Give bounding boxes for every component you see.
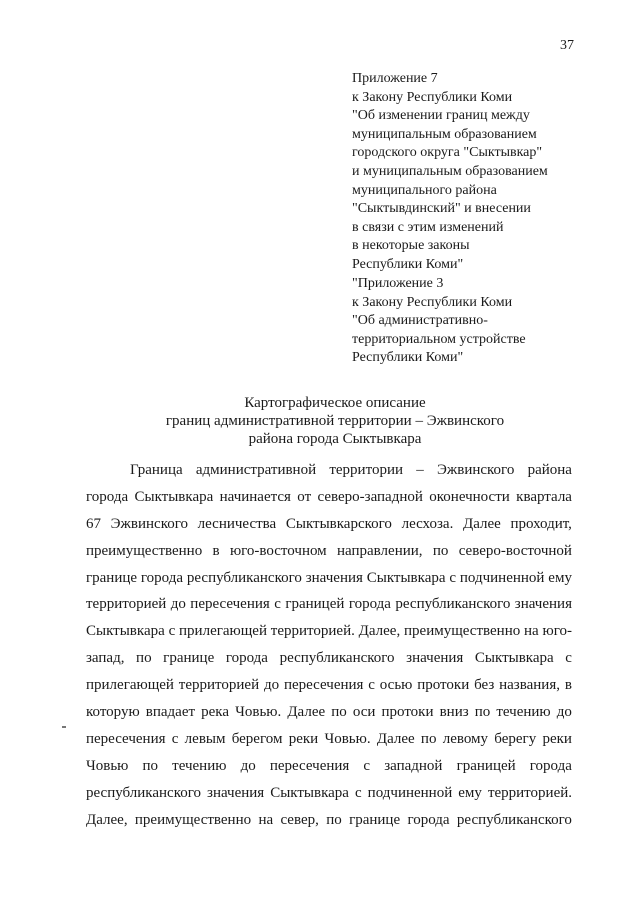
body-line: [86, 780, 572, 807]
body-word: с: [168, 623, 176, 640]
body-word: Далее,: [358, 623, 401, 640]
body-word: до: [240, 757, 256, 774]
body-word: значения: [514, 596, 572, 613]
appendix-line: Приложение 7: [352, 71, 438, 86]
body-word: юго-восточном: [229, 542, 327, 559]
body-word: запад,: [86, 650, 125, 667]
body-word: Сыктывкара: [474, 650, 554, 667]
body-word: с: [363, 757, 371, 774]
body-word: территорией: [178, 677, 260, 694]
body-word: начинается: [219, 488, 291, 505]
body-word: Далее: [462, 515, 501, 532]
body-line: [86, 618, 572, 645]
body-word: Эжвинского: [110, 515, 189, 532]
body-word: по: [420, 730, 437, 747]
body-word: лесхоза.: [401, 515, 454, 532]
body-word: оси: [352, 704, 376, 721]
body-word: протоки: [417, 677, 470, 694]
body-word: с: [354, 784, 362, 801]
body-word: Эжвинского: [436, 462, 515, 478]
body-line: [86, 807, 572, 834]
body-word: значения: [406, 650, 464, 667]
body-word: в: [212, 542, 220, 559]
body-word: подчиненной: [367, 784, 453, 801]
body-line: [86, 457, 572, 484]
body-word: территорией.: [270, 623, 355, 640]
body-word: Сыктывкара: [134, 488, 214, 505]
appendix-line: "Сыктывдинский" и внесении: [352, 201, 531, 217]
body-word: 67: [86, 515, 101, 532]
appendix-line: к Закону Республики Коми: [352, 89, 513, 105]
body-word: названия,: [499, 677, 560, 694]
body-line: [86, 672, 572, 699]
body-word: границе: [163, 650, 215, 667]
body-word: с: [565, 650, 572, 667]
body-word: территории: [329, 462, 403, 478]
appendix-line: муниципальным образованием: [352, 126, 537, 142]
body-word: река: [201, 704, 230, 721]
body-word: значения: [305, 569, 363, 586]
body-word: протоки: [381, 704, 434, 721]
body-line: [86, 538, 572, 565]
body-word: ему: [548, 569, 572, 586]
body-word: на: [524, 623, 539, 640]
body-word: Далее: [376, 730, 415, 747]
body-word: Далее,: [86, 811, 128, 828]
body-word: территорией: [86, 596, 167, 613]
body-word: по: [326, 811, 342, 828]
body-word: течению: [172, 757, 227, 774]
body-word: ему: [458, 784, 482, 801]
body-word: города: [529, 757, 572, 774]
body-word: западной: [384, 757, 443, 774]
body-line: [86, 511, 572, 538]
body-word: с: [449, 569, 457, 586]
body-word: северо-восточной: [458, 542, 572, 559]
body-word: которую: [86, 704, 140, 721]
body-word: вниз: [439, 704, 469, 721]
body-word: преимущественно: [404, 623, 521, 640]
body-word: Сыктывкара: [366, 569, 446, 586]
body-word: в: [564, 677, 572, 694]
body-word: района: [527, 462, 572, 478]
body-word: осью: [379, 677, 413, 694]
title-line: границ административной территории – Эжвинского: [165, 413, 505, 429]
body-word: территорией.: [487, 784, 572, 801]
body-word: квартала: [516, 488, 572, 505]
appendix-line: "Об изменении границ между: [352, 108, 530, 124]
body-word: по: [474, 704, 491, 721]
body-word: города: [407, 811, 450, 828]
body-word: административной: [195, 462, 317, 478]
body-word: Сыктывкарского: [285, 515, 392, 532]
body-word: с: [171, 730, 179, 747]
title-line: Картографическое описание: [244, 395, 426, 411]
body-line: [86, 726, 572, 753]
body-word: пересечения: [86, 730, 166, 747]
body-word: юго-: [542, 623, 572, 640]
body-word: лесничества: [197, 515, 277, 532]
body-word: проходит,: [510, 515, 572, 532]
appendix-line: к Закону Республики Коми: [352, 294, 513, 310]
body-word: преимущественно: [134, 811, 252, 828]
body-word: республиканского: [456, 811, 572, 828]
appendix-line: территориальном устройстве: [352, 331, 526, 347]
body-word: левому: [442, 730, 489, 747]
body-word: по: [331, 704, 347, 721]
body-word: границе: [86, 569, 138, 586]
appendix-line: "Об административно-: [352, 313, 488, 329]
body-word: с: [274, 596, 281, 613]
body-word: республиканского: [86, 784, 201, 801]
body-word: Сыктывкара: [86, 623, 165, 640]
appendix-line: Республики Коми": [352, 256, 464, 272]
body-word: северо-западной: [317, 488, 423, 505]
body-word: Човью: [86, 757, 129, 774]
appendix-line: Республики Коми": [352, 350, 464, 366]
body-word: до: [556, 704, 572, 721]
body-line: [86, 591, 572, 618]
body-word: Граница: [130, 462, 183, 478]
body-line: [86, 645, 572, 672]
body-word: реки: [542, 730, 572, 747]
body-word: пересечения: [283, 677, 364, 694]
body-word: города: [86, 488, 129, 505]
body-word: границе: [349, 811, 401, 828]
body-word: от: [297, 488, 312, 505]
body-word: по: [136, 650, 152, 667]
body-word: впадает: [145, 704, 196, 721]
body-word: левым: [184, 730, 226, 747]
body-word: без: [474, 677, 495, 694]
body-word: республиканского: [186, 569, 302, 586]
appendix-7-header: [352, 70, 612, 275]
body-line: [86, 753, 572, 780]
body-word: Сыктывкара: [270, 784, 349, 801]
body-word: города: [348, 596, 391, 613]
body-word: –: [416, 462, 424, 478]
body-word: города: [140, 569, 184, 586]
margin-mark: [62, 726, 66, 728]
body-word: республиканского: [395, 596, 511, 613]
body-word: берегом: [231, 730, 283, 747]
body-word: Човью.: [235, 704, 282, 721]
body-word: с: [368, 677, 375, 694]
body-word: пересечения: [190, 596, 270, 613]
body-word: оконечности: [429, 488, 510, 505]
body-word: по: [432, 542, 449, 559]
body-word: берегу: [494, 730, 537, 747]
body-word: до: [263, 677, 280, 694]
body-word: реки: [288, 730, 319, 747]
body-paragraph: [86, 457, 572, 833]
body-line: [86, 565, 572, 592]
body-line: [86, 699, 572, 726]
appendix-line: "Приложение 3: [352, 276, 444, 291]
appendix-line: в связи с этим изменений: [352, 219, 504, 235]
body-word: север,: [280, 811, 319, 828]
body-word: по: [142, 757, 159, 774]
body-word: на: [258, 811, 274, 828]
body-word: подчиненной: [459, 569, 545, 586]
appendix-3-header: [352, 275, 612, 368]
title-line: района города Сыктывкара: [248, 431, 422, 447]
body-word: пересечения: [269, 757, 350, 774]
body-word: Човью.: [324, 730, 371, 747]
body-word: течению: [496, 704, 551, 721]
body-word: до: [170, 596, 186, 613]
appendix-line: муниципального района: [352, 182, 497, 198]
body-word: направлении,: [337, 542, 423, 559]
body-word: прилегающей: [86, 677, 174, 694]
document-title: [100, 394, 570, 448]
body-word: преимущественно: [86, 542, 203, 559]
appendix-line: городского округа "Сыктывкар": [352, 145, 543, 161]
body-word: Далее: [287, 704, 326, 721]
body-word: значения: [207, 784, 265, 801]
page-number: 37: [560, 38, 574, 53]
body-word: республиканского: [279, 650, 395, 667]
body-word: города: [225, 650, 268, 667]
body-word: прилегающей: [179, 623, 267, 640]
appendix-line: и муниципальным образованием: [352, 163, 548, 179]
body-word: границей: [285, 596, 345, 613]
appendix-line: в некоторые законы: [352, 238, 470, 254]
body-word: границей: [456, 757, 516, 774]
body-line: [86, 484, 572, 511]
